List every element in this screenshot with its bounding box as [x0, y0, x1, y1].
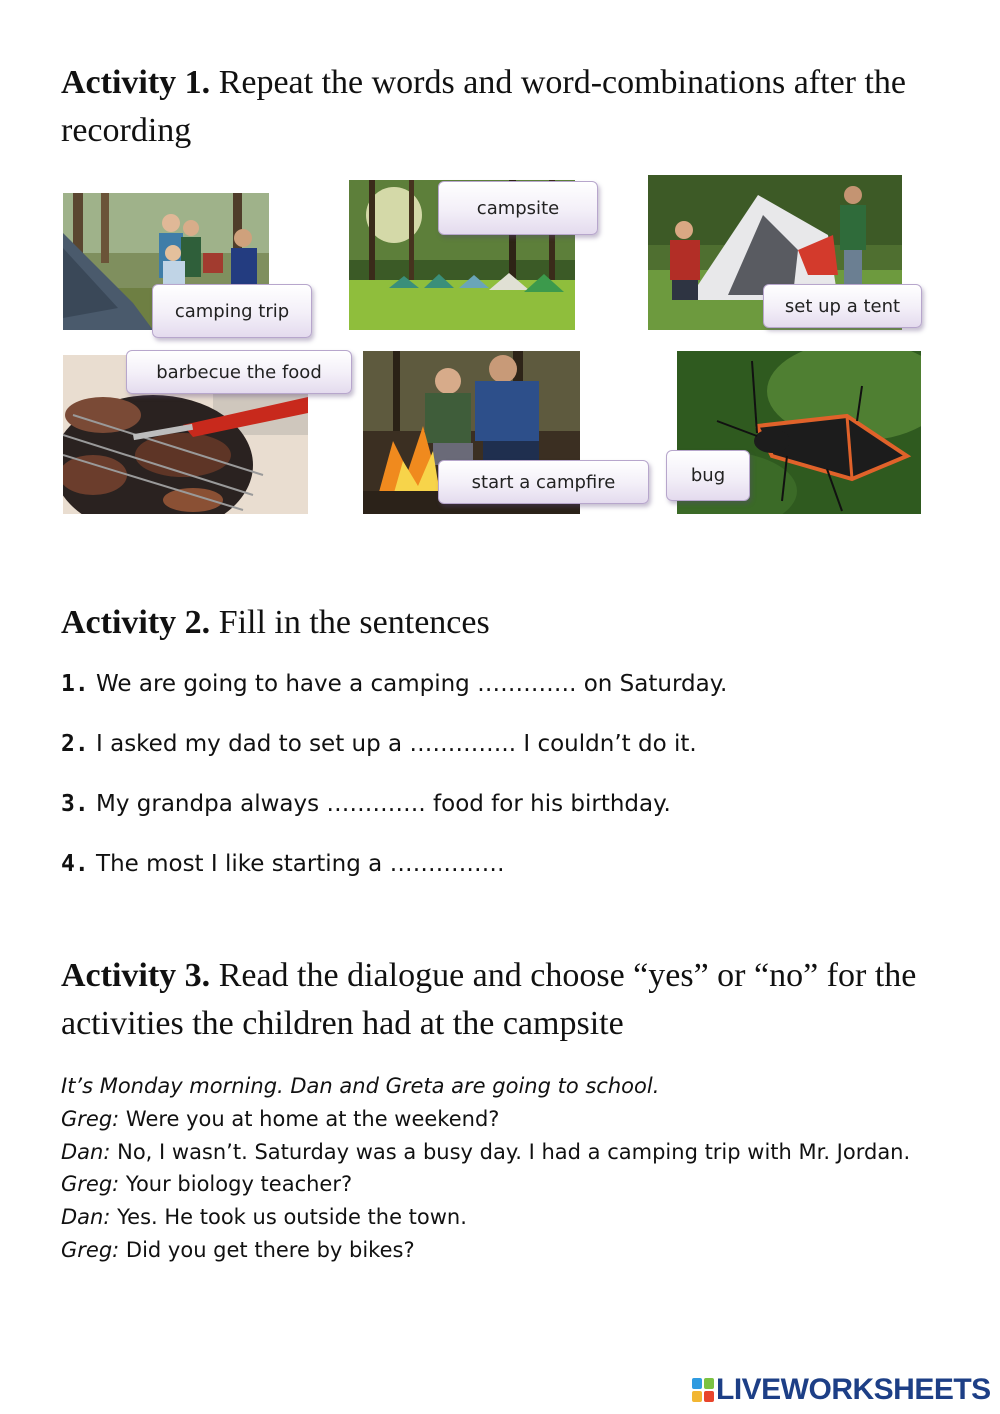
sentence-3 — [61, 791, 671, 817]
label-barbecue-the-food[interactable]: barbecue the food — [126, 350, 352, 394]
label-bug[interactable]: bug — [666, 450, 750, 501]
activity3-heading — [61, 952, 961, 1048]
dialogue-line — [61, 1234, 941, 1267]
speaker: Greg: — [61, 1106, 120, 1131]
activity3-instruction: Read the dialogue and choose “yes” or “no” for the activities the children had at the campsite — [61, 957, 917, 1042]
sentence-4 — [61, 851, 505, 877]
dialogue-line — [61, 1103, 941, 1136]
brand-name: LIVEWORKSHEETS — [716, 1373, 991, 1406]
dialogue-line — [61, 1168, 941, 1201]
sentence-text: The most I like starting a …………… — [88, 851, 505, 877]
speaker: Dan: — [61, 1139, 111, 1164]
sentence-text: We are going to have a camping …………. on Saturday. — [88, 671, 728, 697]
label-camping-trip[interactable]: camping trip — [152, 284, 312, 338]
label-set-up-a-tent[interactable]: set up a tent — [763, 284, 922, 328]
line-text: Did you get there by bikes? — [119, 1237, 415, 1262]
sentence-number: 1. — [61, 671, 89, 697]
activity1-instruction: Repeat the words and word-combinations after the recording — [61, 64, 907, 149]
dialogue — [61, 1070, 941, 1267]
dialogue-line — [61, 1201, 941, 1234]
liveworksheets-logo — [692, 1372, 991, 1408]
line-text: No, I wasn’t. Saturday was a busy day. I had a camping trip with Mr. Jordan. — [110, 1139, 911, 1164]
speaker: Greg: — [61, 1172, 120, 1197]
activity1-heading — [61, 59, 961, 155]
sentence-number: 4. — [61, 851, 89, 877]
line-text: Yes. He took us outside the town. — [110, 1205, 467, 1230]
line-text: Your biology teacher? — [119, 1172, 353, 1197]
sentence-text: My grandpa always …………. food for his birthday. — [88, 791, 671, 817]
label-campsite[interactable]: campsite — [438, 181, 598, 235]
activity1-number: Activity 1. — [61, 64, 211, 101]
speaker: Dan: — [61, 1205, 111, 1230]
sentence-1 — [61, 671, 727, 697]
dialogue-intro: It’s Monday morning. Dan and Greta are going to school. — [61, 1074, 660, 1098]
activity3-number: Activity 3. — [61, 957, 211, 994]
sentence-number: 2. — [61, 731, 89, 757]
activity2-instruction: Fill in the sentences — [210, 604, 490, 641]
sentence-text: I asked my dad to set up a ………….. I couldn’t do it. — [88, 731, 697, 757]
dialogue-line — [61, 1136, 941, 1169]
line-text: Were you at home at the weekend? — [119, 1106, 500, 1131]
speaker: Greg: — [61, 1237, 120, 1262]
activity2-number: Activity 2. — [61, 604, 211, 641]
sentence-number: 3. — [61, 791, 89, 817]
label-start-a-campfire[interactable]: start a campfire — [438, 460, 649, 504]
logo-blocks-icon — [692, 1378, 714, 1402]
activity2-heading — [61, 599, 961, 647]
sentence-2 — [61, 731, 697, 757]
